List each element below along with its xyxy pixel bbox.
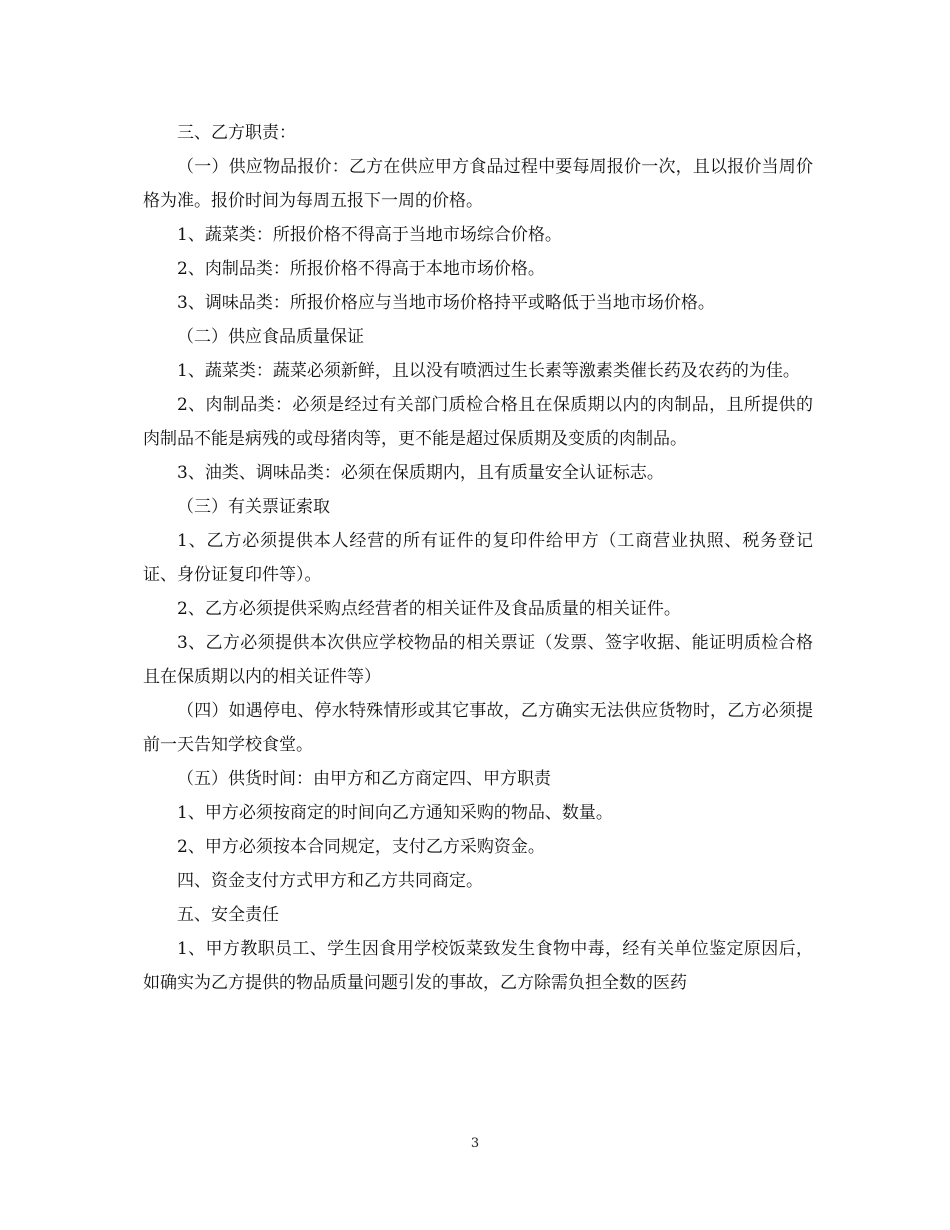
subheading-certificates: （三）有关票证索取 bbox=[177, 497, 330, 517]
paragraph-oil-seasoning-quality: 3、油类、调味品类：必须在保质期内，且有质量安全认证标志。 bbox=[177, 463, 664, 483]
paragraph-delivery-time: （五）供货时间：由甲方和乙方商定四、甲方职责 bbox=[177, 769, 551, 789]
paragraph-meat-price: 2、肉制品类：所报价格不得高于本地市场价格。 bbox=[177, 259, 545, 279]
document-body bbox=[143, 116, 813, 1000]
paragraph-vegetable-quality: 1、蔬菜类：蔬菜必须新鲜，且以没有喷洒过生长素等激素类催长药及农药的为佳。 bbox=[177, 361, 800, 381]
section-heading-payment-method: 四、资金支付方式甲方和乙方共同商定。 bbox=[177, 871, 483, 891]
paragraph-emergency-notice: （四）如遇停电、停水特殊情形或其它事故，乙方确实无法供应货物时，乙方必须提前一天告知学校食堂。 bbox=[143, 701, 813, 755]
section-heading-party-b-duties: 三、乙方职责： bbox=[177, 123, 296, 143]
paragraph-business-licenses: 1、乙方必须提供本人经营的所有证件的复印件给甲方（工商营业执照、税务登记证、身份证复印件等）。 bbox=[143, 531, 813, 585]
paragraph-price-quote: （一）供应物品报价：乙方在供应甲方食品过程中要每周报价一次，且以报价当周价格为准。报价时间为每周五报下一周的价格。 bbox=[143, 157, 813, 211]
paragraph-food-poisoning: 1、甲方教职员工、学生因食用学校饭菜致发生食物中毒，经有关单位鉴定原因后，如确实为乙方提供的物品质量问题引发的事故，乙方除需负担全数的医药 bbox=[143, 939, 813, 993]
paragraph-seasoning-price: 3、调味品类：所报价格应与当地市场价格持平或略低于当地市场价格。 bbox=[177, 293, 715, 313]
paragraph-supply-receipts: 3、乙方必须提供本次供应学校物品的相关票证（发票、签字收据、能证明质检合格且在保质期以内的相关证件等） bbox=[143, 633, 813, 687]
paragraph-party-a-payment: 2、甲方必须按本合同规定，支付乙方采购资金。 bbox=[177, 837, 545, 857]
paragraph-supplier-certificates: 2、乙方必须提供采购点经营者的相关证件及食品质量的相关证件。 bbox=[177, 599, 681, 619]
paragraph-party-a-notify: 1、甲方必须按商定的时间向乙方通知采购的物品、数量。 bbox=[177, 803, 613, 823]
section-heading-safety: 五、安全责任 bbox=[177, 905, 279, 925]
paragraph-meat-quality: 2、肉制品类：必须是经过有关部门质检合格且在保质期以内的肉制品，且所提供的肉制品不能是病残的或母猪肉等，更不能是超过保质期及变质的肉制品。 bbox=[143, 395, 813, 449]
page-number: 3 bbox=[470, 1136, 480, 1151]
subheading-quality-guarantee: （二）供应食品质量保证 bbox=[177, 327, 364, 347]
paragraph-vegetable-price: 1、蔬菜类：所报价格不得高于当地市场综合价格。 bbox=[177, 225, 562, 245]
